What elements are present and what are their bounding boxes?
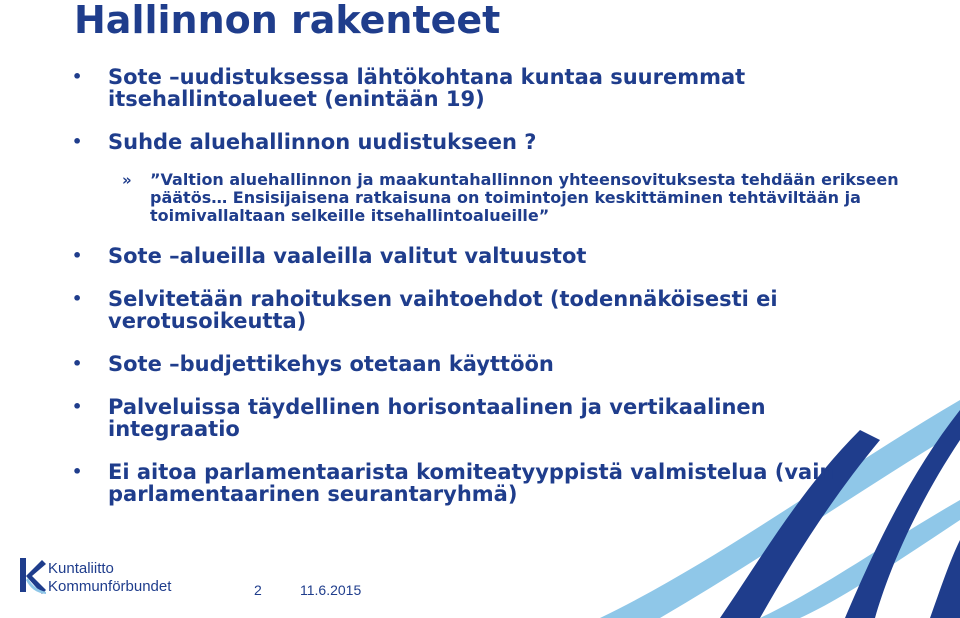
bullet-text: Sote –budjettikehys otetaan käyttöön (108, 352, 554, 376)
bullet-item (0, 66, 900, 110)
slide-title: Hallinnon rakenteet (74, 0, 501, 42)
bullet-text: Palveluissa täydellinen horisontaalinen ja vertikaalinen integraatio (108, 395, 766, 441)
bullet-marker: • (72, 67, 83, 86)
bullet-text: Sote –alueilla vaaleilla valitut valtuustot (108, 244, 587, 268)
bullet-item (0, 245, 900, 267)
kuntaliitto-logo (18, 556, 218, 604)
logo-line-1: Kuntaliitto (48, 560, 114, 577)
sub-bullet-text: ”Valtion aluehallinnon ja maakuntahallinnon yhteensovituksesta tehdään erikseen päätös… Ensisijaisena ratkaisuna on toimintojen keskittäminen tehtäviltään ja toimivallaltaan selkeille itsehallintoalueille” (150, 170, 899, 225)
bullet-text: Sote –uudistuksessa lähtökohtana kuntaa suuremmat itsehallintoalueet (enintään 19) (108, 65, 746, 111)
logo-text (48, 560, 171, 596)
page-number: 2 (254, 582, 262, 598)
bullet-marker: • (72, 246, 83, 265)
logo-k-icon (18, 556, 46, 596)
bullet-marker: • (72, 397, 83, 416)
logo-line-2: Kommunförbundet (48, 578, 172, 595)
slide-date: 11.6.2015 (300, 582, 362, 598)
sub-bullet-item (0, 171, 900, 225)
bullet-marker: • (72, 132, 83, 151)
bullet-item (0, 131, 900, 153)
sub-bullet-marker: » (122, 171, 132, 189)
bullet-marker: • (72, 289, 83, 308)
bullet-item (0, 461, 900, 505)
bullet-marker: • (72, 462, 83, 481)
bullet-marker: • (72, 354, 83, 373)
bullet-text: Suhde aluehallinnon uudistukseen ? (108, 130, 537, 154)
bullet-item (0, 288, 900, 332)
bullet-item (0, 396, 900, 440)
bullet-item (0, 353, 900, 375)
bullet-text: Selvitetään rahoituksen vaihtoehdot (todennäköisesti ei verotusoikeutta) (108, 287, 778, 333)
bullet-text: Ei aitoa parlamentaarista komiteatyyppistä valmistelua (vain parlamentaarinen seurantaryhmä) (108, 460, 835, 506)
bullet-list (0, 66, 900, 505)
